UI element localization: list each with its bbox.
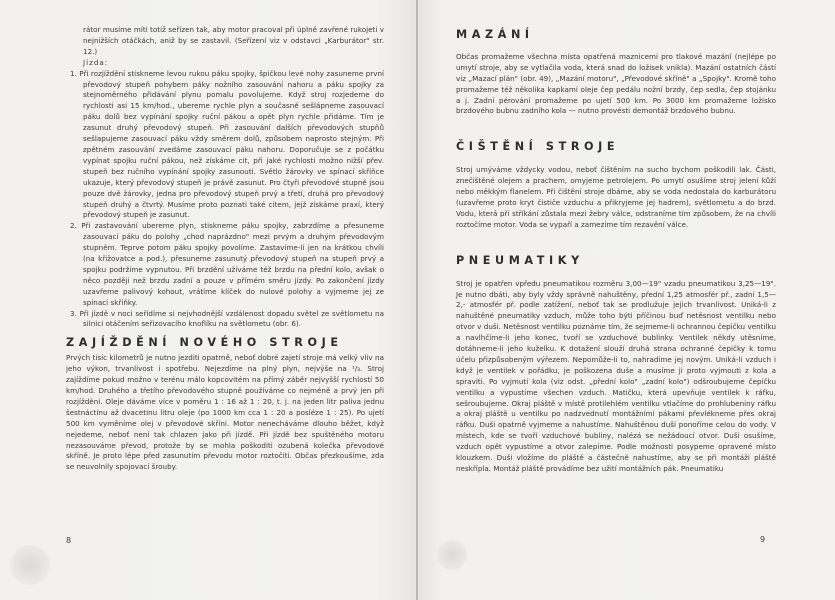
book-spine xyxy=(416,0,418,600)
section-heading-cisteni: ČIŠTĚNÍ STROJE xyxy=(456,140,620,154)
pneumatiky-paragraph: Stroj je opatřen vpředu pneumatikou rozměru 3,00—19" vzadu pneumatikou 3,25—19". Je nutno dbáti, aby byly vždy správně nahuštěny, přední 1,25 atmosfér př., zadní 1,5—2,- atmosfér př. podle zatížení, neboť tak se prodlužuje jejich trvanlivost. Uniká-li z nahuštěné pneumatiky vzduch, může toho býti příčinou buď netěsnost ventilku nebo otvor v duši. Netěsnost ventilku poznáme tím, že sejmeme-li ochrannou čepičku ventilku a navlhčíme-li jeho konec, tvoří se vzduchové bublinky. Ventilek někdy utěsníme, dotáhneme-li jeho kuželku. K dotažení slouží druhá strana ochranné čepičky k tomu účelu přizpůsobeným výřezem. Nepomůže-li to, nahradíme jej novým. Uniká-li vzduch i když je ventilek v pořádku, je poškozena duše a musíme ji proto vyjmouti z kola a spraviti. Po vyjmutí kola (viz odst. „přední kolo" „zadní kolo") odšroubujeme čepičku ventilku a vypustíme všechen vzduch. Matičku, která upevňuje ventilek k ráfku, sešroubujeme. Okraj pláště v místě protilehlém ventilku vtlačíme do prohlubeniny ráfku a okraj pláště u ventilku po nadzvednutí montážními pákami převlékneme přes okraj ráfku. Duši opatrně vyjmeme a nahustíme. Nahuštěnou duši ponoříme celou do vody. V místech, kde se tvoří vzduchové bubliny, nalézá se nežádoucí otvor. Duši osušíme, vzduch opět vypustíme a otvor zalepíme. Podle možnosti posypeme opravené místo klouzkem. Duši vložíme do pláště a částečně nahustíme, aby se při montáži pláště neskřípla. Montáž pláště provádíme bez užití montážních pák. Pneumatiku xyxy=(456,278,776,473)
list-item: 2. Při zastavování ubereme plyn, stiskneme páku spojky, zabrzdíme a přesuneme zasouvací páku do polohy „chod naprázdno" mezi prvým a druhým převodovým stupněm. Teprve potom páku spojky povolíme. Zastavíme-li jen na krátkou chvíli (na křižovatce a pod.), přesuneme zasunutý převodový stupeň na stupeň prvý a spojku podržíme vypnutou. Při brzdění užíváme též brzdu na přední kolo, avšak o něco později než brzdu zadní a pouze v přímém směru jízdy. Po zakončení jízdy uzavřeme palivový kohout, vrátíme klíček do nulové polohy a vyjmeme jej ze spínací skříňky. xyxy=(70,221,384,307)
paper-stain xyxy=(10,545,50,585)
left-page xyxy=(0,0,417,600)
page-number: 9 xyxy=(760,535,766,544)
intro-paragraph: rátor musíme míti totiž seřízen tak, aby motor pracoval při úplně zavřené rukojeti v nejnižších otáčkách, aniž by se zastavil. (Seřízení viz v odstavci „Karburátor" str. 12.) xyxy=(83,25,384,56)
driving-steps-list xyxy=(66,69,384,331)
list-item: 3. Při jízdě v noci seřídíme si nejvhodnější vzdálenost dopadu světel ze světlometu na silnici otáčením seřizovacího knoflíku na světlometu (obr. 6). xyxy=(70,308,384,329)
page-number: 8 xyxy=(66,536,72,545)
section-heading-zajizdeni: ZAJÍŽDĚNÍ NOVÉHO STROJE xyxy=(66,336,343,350)
paper-stain xyxy=(437,540,467,570)
right-page xyxy=(417,0,835,600)
right-page-content xyxy=(456,30,776,475)
section-heading-mazani: MAZÁNÍ xyxy=(456,28,534,41)
list-item: 1. Při rozjíždění stiskneme levou rukou páku spojky, špičkou levé nohy zasuneme první převodový stupeň pohybem páky nožního zasouvání nahoru a páku spojky za stejnoměrného přidávání plynu pomalu povolujeme. Když stroj rozjedeme do rychlosti asi 15 km/hod., ubereme rychle plyn a současně sešlápneme zasouvací páku dolů bez vypínání spojky ruční pákou a opět plyn rychle přidáme. Tím je zasunut druhý převodový stupeň. Při zasouvání dalších převodových stupňů sešlapujeme zasouvací páku vždy směrem dolů, způsobem naprosto stejným. Při zpětném zasouvání zvedáme zasouvací páku nahoru. Doporučuje se z počátku vypínat spojku ruční pákou, než získáme cit, při jaké rychlosti možno nižší přev. stupeň bez ručního vypínání spojky zasunouti. Světlo žárovky ve spínací skříňce ukazuje, který převodový stupeň je právě zasunut. Pro čtyři převodové stupně jsou pouze dvě žárovky, jedna pro převodový stupeň prvý a třetí, druhá pro převodový stupeň druhý a čtvrtý. Musíme proto poznati také citem, jejž získáme praxí, který převodový stupeň je zasunut. xyxy=(70,68,384,220)
jizda-label: Jízda: xyxy=(83,57,109,67)
left-page-content xyxy=(66,25,384,473)
mazani-paragraph: Občas promažeme všechna místa opatřená maznicemi pro tlakové mazání (nejlépe po umytí stroje, aby se vytlačila voda, která snad do ložisek vnikla). Mazání ostatních částí viz „Mazací plán" (obr. 49), „Mazání motoru", „Převodové skříně" a „Spojky". Kromě toho promažeme též několika kapkami oleje čep pedálu nožní brzdy, čep sedla, čep stojánku a j. Zadní pérování promažeme po ujetí 500 km. Po 3000 km promažeme ložisko brzdového bubnu zadního kola — nutno provésti demontáž brzdového bubnu. xyxy=(456,51,776,116)
zajizdeni-paragraph: Prvých tisíc kilometrů je nutno jezditi opatrně, neboť dobré zajetí stroje má velký vliv na jeho výkon, trvanlivost i spotřebu. Nejezdíme na plný plyn, nejvýše na ¹/₃. Stroj zajíždíme pokud možno v terénu málo kopcovitém na přímý záběr nejvyšší rychlostí 50 km/hod. Druhého a třetího převodového stupně používáme co nejméně a prvý jen při rozjíždění. Oleje dáváme více v poměru 1 : 16 až 1 : 20, t. j. na jeden litr paliva jednu šestnáctinu až dvacetinu litru oleje (po 1000 km cca 1 : 20 a posléze 1 : 25). Po ujetí 500 km vyměníme olej v převodové skříni. Motor nenecháváme dlouho běžet, když nejedeme, neboť není tak chlazen jako při jízdě. Při jízdě bez spuštěného motoru nezasouváme převod, protože by se mohla poškoditi ozubená kolečka převodové skříně. Je proto lépe před zasunutím převodu motor roztočiti. Občas přezkoušíme, zda se neuvolnily spojovací šrouby. xyxy=(66,353,384,472)
section-heading-pneumatiky: PNEUMATIKY xyxy=(456,253,584,267)
cisteni-paragraph: Stroj umýváme vždycky vodou, neboť čištěním na sucho bychom poškodili lak. Části, znečištěné olejem a prachem, omyjeme petrolejem. Po umytí osušíme stroj jelení kůží nebo měkkým flanelem. Při čištění stroje dbáme, aby se voda nedostala do karburátoru (uzavřeme proto kryt čističe vzduchu a přikryjeme jej hadrem), světlometu a do brzd. Vodu, která při stříkání zůstala mezi žebry válce, odstraníme tím způsobem, že na chvíli roztočíme motor. Voda se vypaří a zamezíme tím rezavění válce. xyxy=(456,165,776,229)
